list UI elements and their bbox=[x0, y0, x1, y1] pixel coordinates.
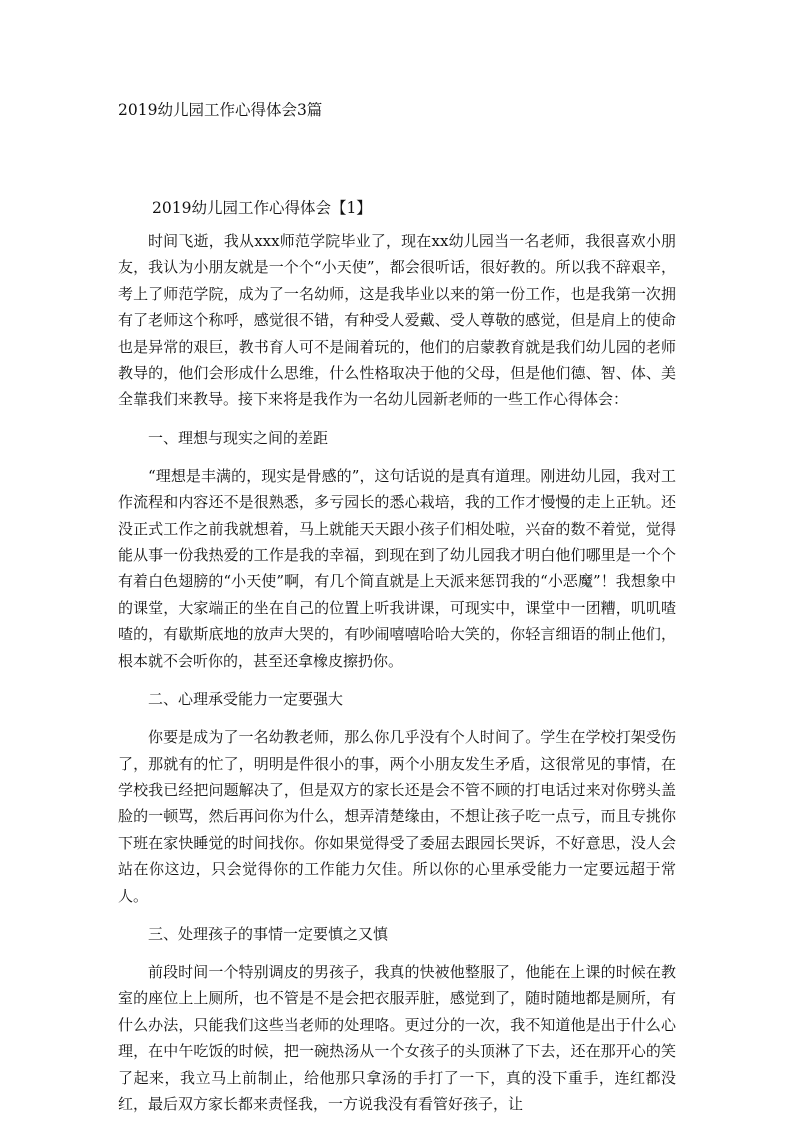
heading-ideal-vs-reality: 一、理想与现实之间的差距 bbox=[148, 428, 329, 447]
heading-handle-with-care: 三、处理孩子的事情一定要慎之又慎 bbox=[148, 924, 389, 943]
paragraph-ideal-vs-reality: “理想是丰满的，现实是骨感的”，这句话说的是真有道理。刚进幼儿园，我对工作流程和内容还不是很熟悉，多亏园长的悉心栽培，我的工作才慢慢的走上正轨。还没正式工作之前我就想着，马上就能天天跟小孩子们相处啦，兴奋的数不着觉，觉得能从事一份我热爱的工作是我的幸福，到现在到了幼儿园我才明白他们哪里是一个个有着白色翅膀的“小天使”啊，有几个简直就是上天派来惩罚我的“小恶魔”！我想象中的课堂，大家端正的坐在自己的位置上听我讲课，可现实中，课堂中一团糟，叽叽喳喳的，有歇斯底地的放声大哭的，有吵闹嘻嘻哈哈大笑的，你轻言细语的制止他们，根本就不会听你的，甚至还拿橡皮擦扔你。 bbox=[118, 466, 676, 670]
heading-psychological-endurance: 二、心理承受能力一定要强大 bbox=[148, 690, 344, 709]
intro-paragraph: 时间飞逝，我从xxx师范学院毕业了，现在xx幼儿园当一名老师，我很喜欢小朋友，我认为小朋友就是一个个“小天使”，都会很听话，很好教的。所以我不辞艰辛，考上了师范学院，成为了一名幼师，这是我毕业以来的第一份工作，也是我第一次拥有了老师这个称呼，感觉很不错，有种受人爱戴、受人尊敬的感觉，但是肩上的使命也是异常的艰巨，教书育人可不是闹着玩的，他们的启蒙教育就是我们幼儿园的老师教导的，他们会形成什么思维，什么性格取决于他的父母，但是他们德、智、体、美全靠我们来教导。接下来将是我作为一名幼儿园新老师的一些工作心得体会： bbox=[118, 232, 676, 409]
paragraph-handle-with-care: 前段时间一个特别调皮的男孩子，我真的快被他整服了，他能在上课的时候在教室的座位上上厕所，也不管是不是会把衣服弄脏，感觉到了，随时随地都是厕所，有什么办法，只能我们这些当老师的处理咯。更过分的一次，我不知道他是出于什么心理，在中午吃饭的时候，把一碗热汤从一个女孩子的头顶淋了下去，还在那开心的笑了起来，我立马上前制止，给他那只拿汤的手打了一下，真的没下重手，连红都没红，最后双方家长都来责怪我，一方说我没有看管好孩子，让 bbox=[118, 962, 676, 1113]
section-title: 2019幼儿园工作心得体会【1】 bbox=[152, 199, 372, 217]
document-title: 2019幼儿园工作心得体会3篇 bbox=[118, 101, 323, 119]
document-body bbox=[118, 228, 676, 1129]
paragraph-psychological-endurance: 你要是成为了一名幼教老师，那么你几乎没有个人时间了。学生在学校打架受伤了，那就有的忙了，明明是件很小的事，两个小朋友发生矛盾，这很常见的事情，在学校我已经把问题解决了，但是双方的家长还是会不管不顾的打电话过来对你劈头盖脸的一顿骂，然后再问你为什么，想弄清楚缘由，不想让孩子吃一点亏，而且专挑你下班在家快睡觉的时间找你。你如果觉得受了委屈去跟园长哭诉，不好意思，没人会站在你这边，只会觉得你的工作能力欠佳。所以你的心里承受能力一定要远超于常人。 bbox=[118, 728, 676, 905]
